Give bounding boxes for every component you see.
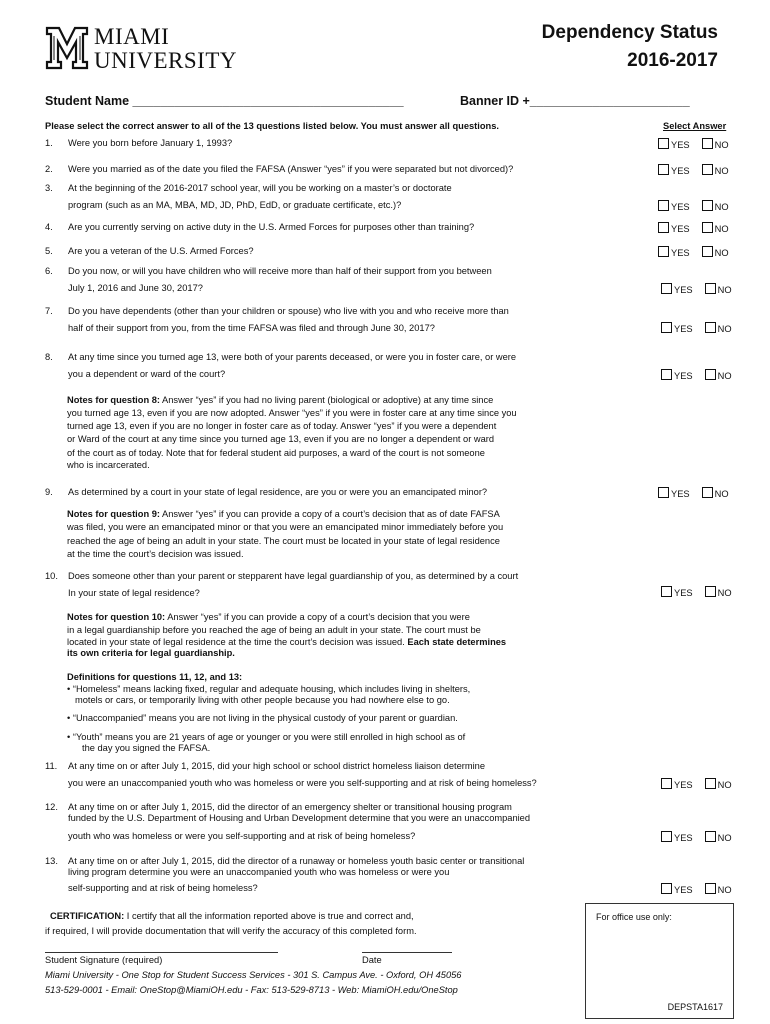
question-text: you were an unaccompanied youth who was homeless or were you self-supporting and at risk of being homeless? [68, 778, 537, 788]
signature-line[interactable] [45, 952, 278, 953]
notes-q9-line: was filed, you were an emancipated minor or that you were an emancipated minor immediately before you [67, 522, 504, 532]
question-number: 10. [45, 571, 58, 581]
form-code: DEPSTA1617 [667, 1002, 723, 1012]
notes-q10-line2: in a legal guardianship before you reached the age of being an adult in your state. The court must be [67, 625, 481, 635]
question-number: 5. [45, 246, 53, 256]
question-text: Do you have dependents (other than your children or spouse) who live with you and who receive more than [68, 306, 509, 316]
no-checkbox[interactable]: NO [702, 166, 729, 176]
office-use-box [585, 903, 734, 1019]
date-line[interactable] [362, 952, 452, 953]
certification-line2: if required, I will provide documentation that will verify the accuracy of this completed form. [45, 926, 417, 936]
yes-checkbox[interactable]: YES [661, 285, 693, 295]
question-number: 1. [45, 138, 53, 148]
no-checkbox[interactable]: NO [705, 371, 732, 381]
no-checkbox[interactable]: NO [705, 780, 732, 790]
notes-q9-line: reached the age of being an adult in your state. The court must be located in your state of legal residence [67, 536, 500, 546]
certification-line1: CERTIFICATION: I certify that all the information reported above is true and correct and, [50, 911, 414, 921]
answer-options [661, 322, 732, 334]
definitions-heading: Definitions for questions 11, 12, and 13: [67, 672, 243, 682]
question-text: living program determine you were an unaccompanied youth who was homeless or were you [68, 867, 450, 877]
yes-checkbox[interactable]: YES [661, 780, 693, 790]
notes-q8-line1: Notes for question 8: Answer “yes” if you had no living parent (biological or adoptive) at any time since [67, 395, 494, 405]
notes-q9-line: at the time the court’s decision was issued. [67, 549, 244, 559]
no-checkbox[interactable]: NO [702, 202, 729, 212]
instructions-text: Please select the correct answer to all of the 13 questions listed below. You must answer all questions. [45, 121, 499, 131]
question-text: Were you born before January 1, 1993? [68, 138, 233, 148]
answer-options [661, 778, 732, 790]
yes-checkbox[interactable]: YES [658, 202, 690, 212]
answer-options [661, 831, 732, 843]
question-number: 7. [45, 306, 53, 316]
question-number: 6. [45, 266, 53, 276]
answer-options [661, 283, 732, 295]
answer-options [661, 883, 732, 895]
question-number: 13. [45, 856, 58, 866]
answer-options [658, 200, 729, 212]
office-use-label: For office use only: [596, 912, 672, 922]
yes-checkbox[interactable]: YES [661, 324, 693, 334]
notes-q9-line: Notes for question 9: Answer “yes” if you can provide a copy of a court’s decision that as of date FAFSA [67, 509, 500, 519]
question-text: program (such as an MA, MBA, MD, JD, PhD, EdD, or graduate certificate, etc.)? [68, 200, 402, 210]
no-checkbox[interactable]: NO [705, 885, 732, 895]
question-text: Are you currently serving on active duty in the U.S. Armed Forces for purposes other than training? [68, 222, 475, 232]
yes-checkbox[interactable]: YES [661, 371, 693, 381]
no-checkbox[interactable]: NO [702, 489, 729, 499]
definition-homeless-cont: motels or cars, or temporarily living with other people because you had nowhere else to go. [75, 695, 450, 705]
no-checkbox[interactable]: NO [702, 224, 729, 234]
yes-checkbox[interactable]: YES [658, 489, 690, 499]
answer-options [658, 487, 729, 499]
yes-checkbox[interactable]: YES [658, 140, 690, 150]
notes-q8-line6: who is incarcerated. [67, 460, 150, 470]
notes-q8-line3: turned age 13, even if you are no longer in foster care as of today. Answer “yes” if you were a dependent [67, 421, 497, 431]
no-checkbox[interactable]: NO [705, 285, 732, 295]
date-label: Date [362, 955, 382, 965]
banner-id-field[interactable]: Banner ID +_______________________ [460, 94, 690, 108]
yes-checkbox[interactable]: YES [661, 885, 693, 895]
signature-label: Student Signature (required) [45, 955, 163, 965]
logo-text-university: UNIVERSITY [94, 48, 237, 73]
question-text: half of their support from you, from the time FAFSA was filed and through June 30, 2017? [68, 323, 435, 333]
footer-contact: 513-529-0001 - Email: OneStop@MiamiOH.edu - Fax: 513-529-8713 - Web: MiamiOH.edu/OneStop [45, 985, 458, 995]
question-text: funded by the U.S. Department of Housing and Urban Development determine that you were an unaccompanied [68, 813, 531, 823]
logo-text-miami: MIAMI [94, 24, 170, 49]
question-number: 4. [45, 222, 53, 232]
no-checkbox[interactable]: NO [705, 324, 732, 334]
yes-checkbox[interactable]: YES [658, 166, 690, 176]
notes-q10-line4: its own criteria for legal guardianship. [67, 648, 235, 658]
page-title: Dependency Status [541, 22, 718, 43]
student-name-field[interactable]: Student Name _______________________________________ [45, 94, 404, 108]
answer-options [661, 586, 732, 598]
definition-homeless: • “Homeless” means lacking fixed, regular and adequate housing, which includes living in shelters, [67, 684, 471, 694]
question-number: 3. [45, 183, 53, 193]
question-number: 2. [45, 164, 53, 174]
miami-m-logo-icon [45, 26, 89, 70]
answer-options [658, 138, 729, 150]
question-text: you a dependent or ward of the court? [68, 369, 226, 379]
yes-checkbox[interactable]: YES [658, 248, 690, 258]
notes-q8-line2: you turned age 13, even if you are now adopted. Answer “yes” if you were in foster care at any time since you [67, 408, 517, 418]
question-text: self-supporting and at risk of being homeless? [68, 883, 258, 893]
question-text: Are you a veteran of the U.S. Armed Forces? [68, 246, 254, 256]
question-number: 9. [45, 487, 53, 497]
yes-checkbox[interactable]: YES [661, 833, 693, 843]
no-checkbox[interactable]: NO [702, 140, 729, 150]
question-text: Does someone other than your parent or stepparent have legal guardianship of you, as determined by a court [68, 571, 519, 581]
footer-address: Miami University - One Stop for Student Success Services - 301 S. Campus Ave. - Oxford, OH 45056 [45, 970, 462, 980]
question-text: At any time on or after July 1, 2015, did your high school or school district homeless liaison determine [68, 761, 486, 771]
notes-q8-line4: or Ward of the court at any time since you turned age 13, even if you are no longer a dependent or ward [67, 434, 495, 444]
question-text: At any time since you turned age 13, were both of your parents deceased, or were you in foster care, or were [68, 352, 517, 362]
answer-options [658, 246, 729, 258]
question-number: 8. [45, 352, 53, 362]
page-year: 2016-2017 [627, 50, 718, 71]
question-text: Do you now, or will you have children who will receive more than half of their support from you between [68, 266, 492, 276]
yes-checkbox[interactable]: YES [661, 588, 693, 598]
answer-options [658, 222, 729, 234]
question-number: 11. [45, 761, 58, 771]
no-checkbox[interactable]: NO [702, 248, 729, 258]
definition-youth-cont: the day you signed the FAFSA. [82, 743, 211, 753]
definition-youth: • “Youth” means you are 21 years of age or younger or you were still enrolled in high school as of [67, 732, 466, 742]
question-number: 12. [45, 802, 58, 812]
notes-q10-line3: located in your state of legal residence at the time the court’s decision was issued. Each state determines [67, 637, 507, 647]
no-checkbox[interactable]: NO [705, 588, 732, 598]
notes-q8-line5: of the court as of today. Note that for federal student aid purposes, a ward of the court is not someone [67, 448, 485, 458]
question-text: At any time on or after July 1, 2015, did the director of a runaway or homeless youth basic center or transitional [68, 856, 525, 866]
question-text: At any time on or after July 1, 2015, did the director of an emergency shelter or transitional housing program [68, 802, 512, 812]
question-text: In your state of legal residence? [68, 588, 200, 598]
no-checkbox[interactable]: NO [705, 833, 732, 843]
question-text: youth who was homeless or were you self-supporting and at risk of being homeless? [68, 831, 416, 841]
select-answer-heading: Select Answer [663, 121, 727, 131]
answer-options [661, 369, 732, 381]
yes-checkbox[interactable]: YES [658, 224, 690, 234]
question-text: July 1, 2016 and June 30, 2017? [68, 283, 203, 293]
notes-q10-line1: Notes for question 10: Answer “yes” if you can provide a copy of a court’s decision that you were [67, 612, 470, 622]
question-text: As determined by a court in your state of legal residence, are you or were you an emancipated minor? [68, 487, 488, 497]
question-text: Were you married as of the date you filed the FAFSA (Answer “yes” if you were separated but not divorced)? [68, 164, 514, 174]
definition-unaccompanied: • “Unaccompanied” means you are not living in the physical custody of your parent or guardian. [67, 713, 458, 723]
question-text: At the beginning of the 2016-2017 school year, will you be working on a master’s or doctorate [68, 183, 452, 193]
answer-options [658, 164, 729, 176]
